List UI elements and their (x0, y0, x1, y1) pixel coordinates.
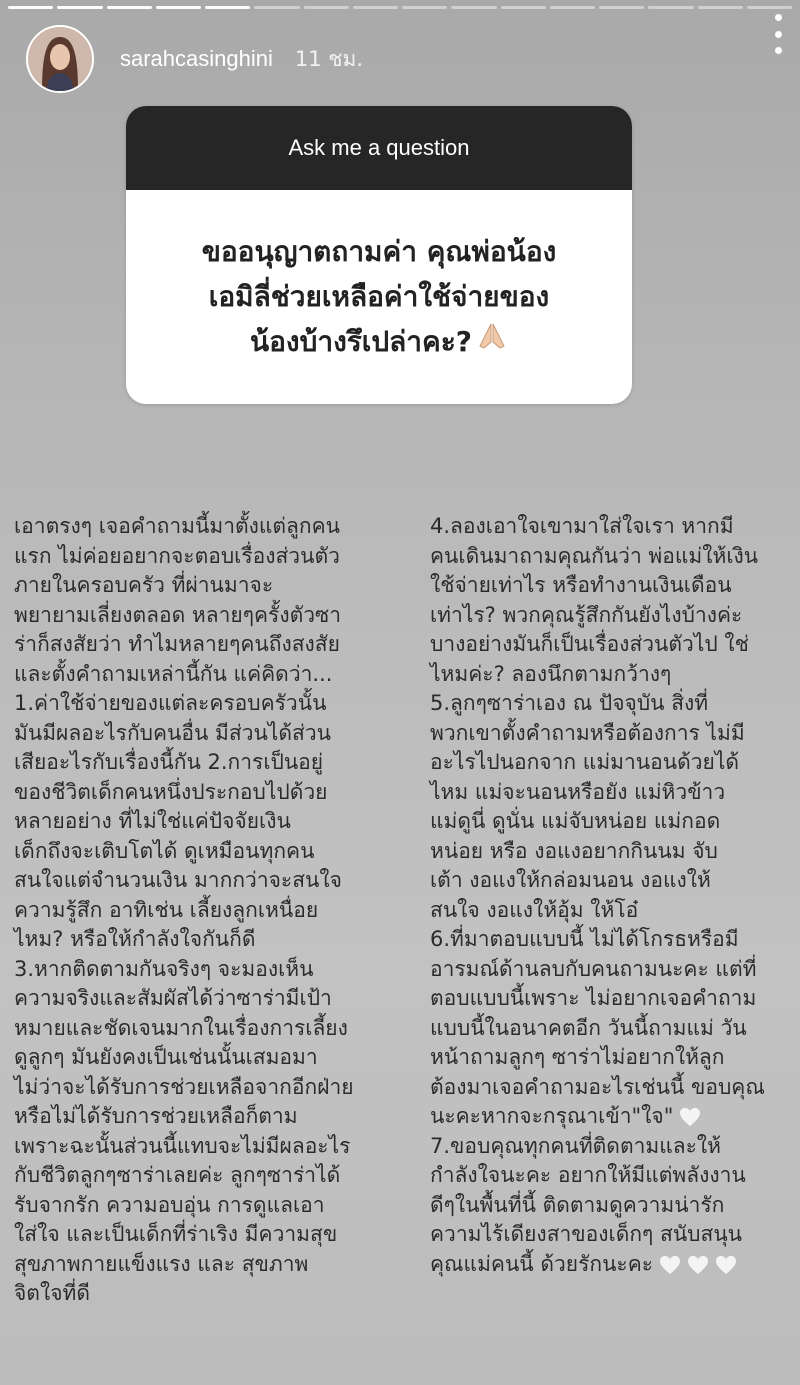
reply-line: ไหม แม่จะนอนหรือยัง แม่หิวข้าว (430, 779, 726, 804)
reply-line: เต้า งอแงให้กล่อมนอน งอแงให้ (430, 868, 711, 892)
reply-line: แบบนี้ในอนาคตอีก วันนี้ถามแม่ วัน (430, 1015, 747, 1040)
reply-line: ไหมค่ะ? ลองนึกตามกว้างๆ (430, 661, 672, 686)
white-heart-icon (659, 1255, 681, 1275)
reply-line: 1.ค่าใช้จ่ายของแต่ละครอบครัวนั้น (14, 691, 327, 715)
story-progress-bar (8, 6, 792, 9)
reply-line: แรก ไม่ค่อยอยากจะตอบเรื่องส่วนตัว (14, 543, 340, 568)
reply-line: แม่ดูนี่ ดูนั่น แม่จับหน่อย แม่กอด (430, 809, 721, 833)
reply-line: สนใจ งอแงให้อุ้ม ให้โอ๋ (430, 897, 639, 922)
question-line-2: เอมิลี่ช่วยเหลือค่าใช้จ่ายของ (208, 279, 550, 313)
progress-segment (747, 6, 792, 9)
reply-line: หน้าถามลูกๆ ซาร่าไม่อยากให้ลูก (430, 1045, 725, 1069)
reply-line: สุขภาพกายแข็งแรง และ สุขภาพ (14, 1251, 309, 1276)
question-line-1: ขออนุญาตถามค่า คุณพ่อน้อง (201, 234, 557, 268)
more-vertical-icon[interactable] (770, 14, 786, 54)
reply-line: คนเดินมาถามคุณกันว่า พ่อแม่ให้เงิน (430, 543, 759, 568)
progress-segment (57, 6, 102, 9)
question-line-3: น้องบ้างรึเปล่าคะ? (249, 324, 473, 358)
progress-segment (107, 6, 152, 9)
reply-line: หมายและชัดเจนมากในเรื่องการเลี้ยง (14, 1015, 348, 1040)
reply-line: ดูลูกๆ มันยังคงเป็นเช่นนั้นเสมอมา (14, 1045, 318, 1069)
question-sticker (126, 106, 632, 404)
progress-segment (550, 6, 595, 9)
reply-line: ความรู้สึก อาทิเช่น เลี้ยงลูกเหนื่อย (14, 897, 319, 922)
progress-segment (402, 6, 447, 9)
avatar-portrait-icon (28, 27, 92, 91)
progress-segment (698, 6, 743, 9)
reply-line: 4.ลองเอาใจเขามาใส่ใจเรา หากมี (430, 514, 734, 538)
reply-line: หลายอย่าง ที่ไม่ใช่แค่ปัจจัยเงิน (14, 809, 291, 833)
reply-line: และตั้งคำถามเหล่านี้กัน แค่คิดว่า... (14, 661, 333, 686)
reply-line: พยายามเลี่ยงตลอด หลายๆครั้งตัวซา (14, 602, 342, 627)
progress-segment (648, 6, 693, 9)
username[interactable]: sarahcasinghini (120, 46, 273, 71)
reply-line: ไหม? หรือให้กำลังใจกันก็ดี (14, 927, 256, 951)
progress-segment (156, 6, 201, 9)
reply-line: 3.หากติดตามกันจริงๆ จะมองเห็น (14, 956, 314, 981)
reply-line: ต้องมาเจอคำถามอะไรเช่นนี้ ขอบคุณ (430, 1074, 765, 1099)
reply-line: ดีๆในพื้นที่นี้ ติดตามดูความน่ารัก (430, 1192, 725, 1217)
reply-line: เท่าไร? พวกคุณรู้สึกกันยังไงบ้างค่ะ (430, 602, 743, 627)
reply-line: พวกเขาตั้งคำถามหรือต้องการ ไม่มี (430, 720, 745, 745)
reply-line: ความไร้เดียงสาของเด็กๆ สนับสนุน (430, 1222, 743, 1246)
reply-line: 7.ขอบคุณทุกคนที่ติดตามและให้ (430, 1133, 721, 1158)
reply-line: ไม่ว่าจะได้รับการช่วยเหลือจากอีกฝ่าย (14, 1074, 354, 1099)
progress-segment (501, 6, 546, 9)
white-heart-icon (687, 1255, 709, 1275)
reply-line: ใช้จ่ายเท่าไร หรือทำงานเงินเดือน (430, 573, 732, 597)
progress-segment (205, 6, 250, 9)
story-header (26, 24, 774, 94)
progress-segment (8, 6, 53, 9)
reply-line: ความจริงและสัมผัสได้ว่าซาร่ามีเป้า (14, 986, 332, 1010)
reply-text-right-column (430, 512, 794, 1279)
reply-line: ของชีวิตเด็กคนหนึ่งประกอบไปด้วย (14, 779, 328, 804)
reply-line: กับชีวิตลูกๆซาร่าเลยค่ะ ลูกๆซาร่าได้ (14, 1163, 341, 1187)
reply-line: 6.ที่มาตอบแบบนี้ ไม่ได้โกรธหรือมี (430, 927, 739, 951)
reply-line: ภายในครอบครัว ที่ผ่านมาจะ (14, 573, 274, 597)
avatar[interactable] (26, 25, 94, 93)
reply-line: ใส่ใจ และเป็นเด็กที่ร่าเริง มีความสุข (14, 1222, 338, 1246)
folded-hands-icon (476, 320, 508, 365)
post-timestamp: 11 ชม. (294, 46, 364, 71)
reply-text-left-column (14, 512, 410, 1309)
question-text (126, 190, 632, 404)
reply-line: รับจากรัก ความอบอุ่น การดูแลเอา (14, 1192, 325, 1217)
reply-line: บางอย่างมันก็เป็นเรื่องส่วนตัวไป ใช่ (430, 632, 749, 656)
reply-line: สนใจแต่จำนวนเงิน มากกว่าจะสนใจ (14, 868, 342, 892)
progress-segment (254, 6, 299, 9)
progress-segment (599, 6, 644, 9)
reply-line: หรือไม่ได้รับการช่วยเหลือก็ตาม (14, 1104, 298, 1128)
reply-line: อะไรไปนอกจาก แม่มานอนด้วยได้ (430, 750, 740, 774)
reply-line: คุณแม่คนนี้ ด้วยรักนะคะ (430, 1250, 794, 1280)
reply-line: นะคะหากจะกรุณาเข้า"ใจ" (430, 1102, 794, 1132)
reply-line: ตอบแบบนี้เพราะ ไม่อยากเจอคำถาม (430, 986, 757, 1010)
white-heart-icon (679, 1107, 701, 1127)
reply-line: อารมณ์ด้านลบกับคนถามนะคะ แต่ที่ (430, 956, 757, 981)
reply-line: หน่อย หรือ งอแงอยากกินนม จับ (430, 838, 718, 863)
reply-line: เสียอะไรกับเรื่องนี้กัน 2.การเป็นอยู่ (14, 750, 324, 774)
reply-line: ร่าก็สงสัยว่า ทำไมหลายๆคนถึงสงสัย (14, 632, 340, 656)
white-heart-icon (715, 1255, 737, 1275)
reply-line: มันมีผลอะไรกับคนอื่น มีส่วนได้ส่วน (14, 720, 332, 745)
reply-line: 5.ลูกๆซาร่าเอง ณ ปัจจุบัน สิ่งที่ (430, 691, 709, 715)
progress-segment (353, 6, 398, 9)
reply-line: กำลังใจนะคะ อยากให้มีแต่พลังงาน (430, 1163, 746, 1187)
reply-line: เด็กถึงจะเติบโตได้ ดูเหมือนทุกคน (14, 838, 315, 863)
reply-line: จิตใจที่ดี (14, 1281, 90, 1305)
reply-line: เอาตรงๆ เจอคำถามนี้มาตั้งแต่ลูกคน (14, 514, 341, 538)
reply-line: เพราะฉะนั้นส่วนนี้แทบจะไม่มีผลอะไร (14, 1133, 351, 1158)
question-sticker-title: Ask me a question (126, 106, 632, 190)
progress-segment (304, 6, 349, 9)
progress-segment (451, 6, 496, 9)
